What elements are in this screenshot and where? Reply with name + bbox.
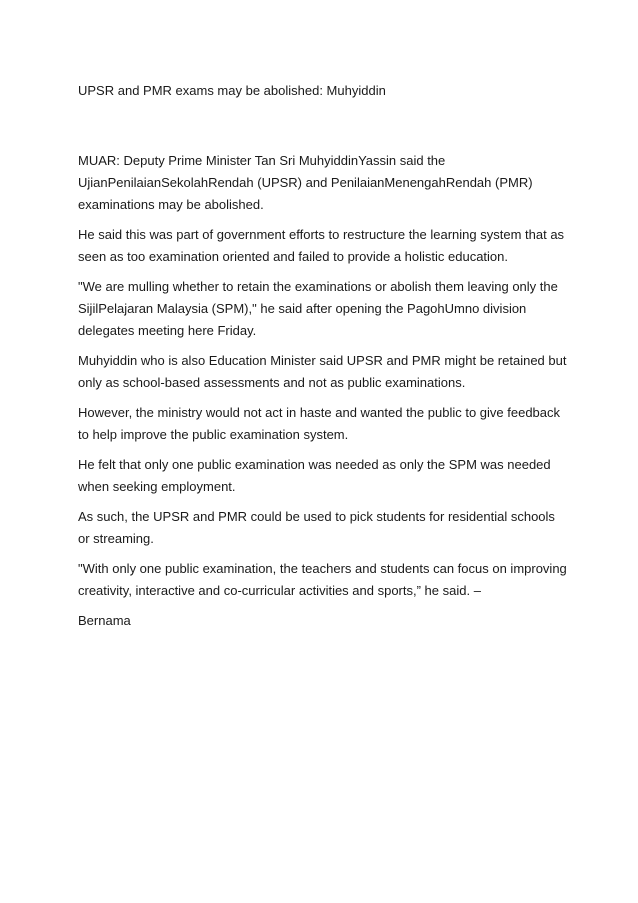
article-byline: Bernama [78, 613, 131, 628]
text-line: creativity, interactive and co-curricular activities and sports,” he said. – [78, 583, 481, 598]
text-line: "With only one public examination, the teachers and students can focus on improving [78, 561, 567, 576]
text-line: Muhyiddin who is also Education Minister said UPSR and PMR might be retained but [78, 353, 567, 368]
text-line: However, the ministry would not act in haste and wanted the public to give feedback [78, 405, 561, 420]
paragraph-5 [78, 402, 564, 446]
text-line: UjianPenilaianSekolahRendah (UPSR) and PenilaianMenengahRendah (PMR) [78, 175, 533, 190]
text-line: to help improve the public examination system. [78, 427, 349, 442]
text-line: examinations may be abolished. [78, 197, 264, 212]
text-line: MUAR: Deputy Prime Minister Tan Sri MuhyiddinYassin said the [78, 153, 446, 168]
text-line: He felt that only one public examination was needed as only the SPM was needed [78, 457, 551, 472]
text-line: seen as too examination oriented and failed to provide a holistic education. [78, 249, 509, 264]
text-line: only as school-based assessments and not as public examinations. [78, 375, 466, 390]
paragraph-6 [78, 454, 564, 498]
paragraph-2 [78, 224, 564, 268]
text-line: "We are mulling whether to retain the examinations or abolish them leaving only the [78, 279, 558, 294]
text-line: He said this was part of government efforts to restructure the learning system that as [78, 227, 565, 242]
paragraph-1 [78, 150, 564, 216]
text-line: when seeking employment. [78, 479, 236, 494]
article-headline: UPSR and PMR exams may be abolished: Muhyiddin [78, 83, 386, 98]
article-body [78, 80, 567, 632]
paragraph-7 [78, 506, 564, 550]
text-line: SijilPelajaran Malaysia (SPM)," he said after opening the PagohUmno division [78, 301, 527, 316]
paragraph-4 [78, 350, 567, 394]
text-line: delegates meeting here Friday. [78, 323, 257, 338]
paragraph-3 [78, 276, 564, 342]
text-line: As such, the UPSR and PMR could be used to pick students for residential schools [78, 509, 555, 524]
paragraph-8 [78, 558, 567, 602]
text-line: or streaming. [78, 531, 154, 546]
